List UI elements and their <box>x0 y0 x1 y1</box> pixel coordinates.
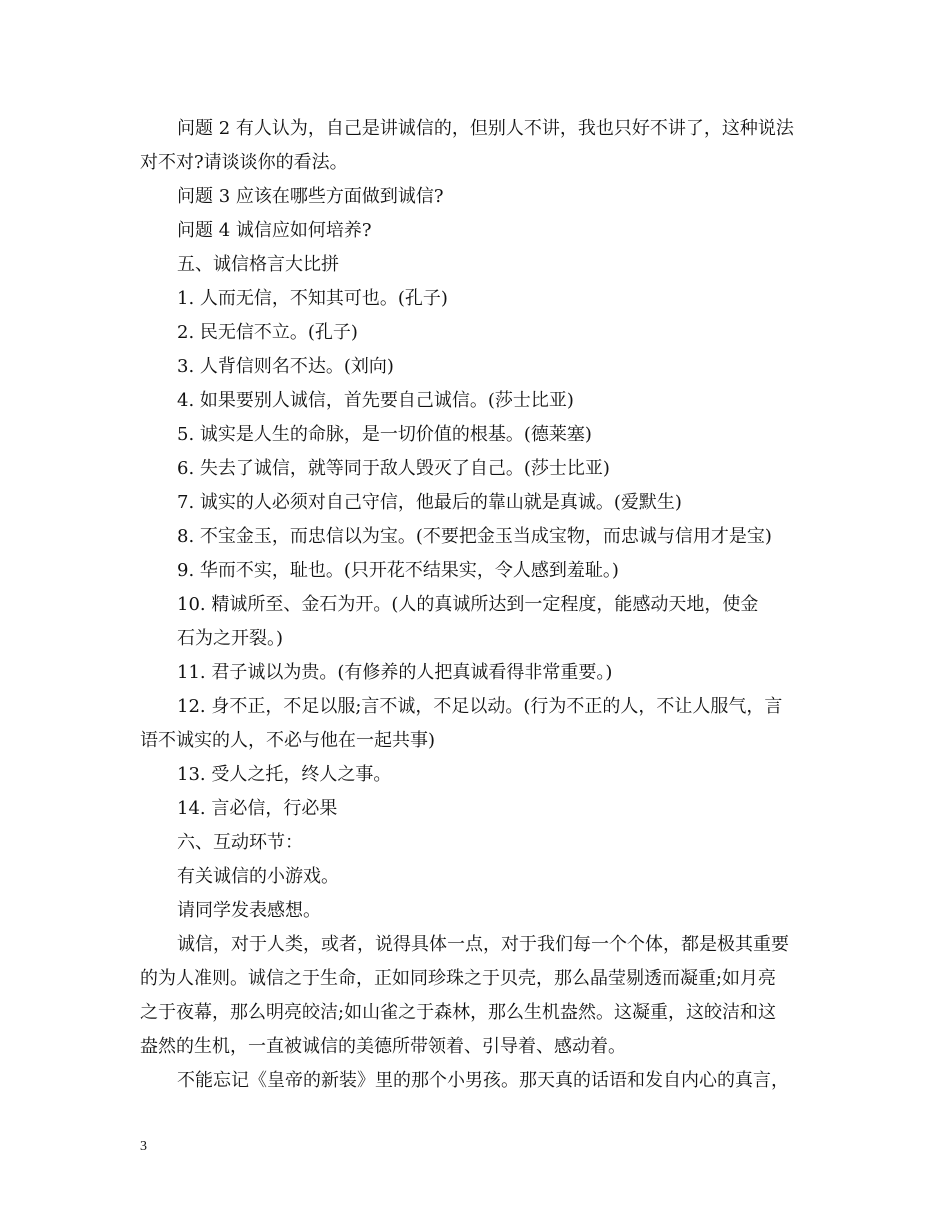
paragraph-line: 盎然的生机，一直被诚信的美德所带领着、引导着、感动着。 <box>140 1036 626 1057</box>
paragraph-line: 问题 2 有人认为，自己是讲诚信的，但别人不讲，我也只好不讲了，这种说法 <box>177 118 794 139</box>
list-item-continuation: 语不诚实的人，不必与他在一起共事) <box>140 730 436 751</box>
paragraph-line: 请同学发表感想。 <box>177 900 321 921</box>
paragraph-line: 有关诚信的小游戏。 <box>177 866 339 887</box>
section-heading: 六、互动环节： <box>177 832 303 853</box>
list-item: 10. 精诚所至、金石为开。(人的真诚所达到一定程度，能感动天地，使金 <box>177 594 759 615</box>
list-item: 5. 诚实是人生的命脉，是一切价值的根基。(德莱塞) <box>177 424 592 445</box>
list-item-continuation: 石为之开裂。) <box>177 628 284 649</box>
page-body <box>140 112 812 1098</box>
paragraph-line: 问题 4 诚信应如何培养? <box>177 220 372 241</box>
list-item: 4. 如果要别人诚信，首先要自己诚信。(莎士比亚) <box>177 390 574 411</box>
list-item: 14. 言必信，行必果 <box>177 798 338 819</box>
list-item: 8. 不宝金玉，而忠信以为宝。(不要把金玉当成宝物，而忠诚与信用才是宝) <box>177 526 772 547</box>
paragraph-line: 的为人准则。诚信之于生命，正如同珍珠之于贝壳，那么晶莹剔透而凝重;如月亮 <box>140 968 777 989</box>
paragraph-line: 不能忘记《皇帝的新装》里的那个小男孩。那天真的话语和发自内心的真言， <box>177 1070 789 1091</box>
list-item: 13. 受人之托，终人之事。 <box>177 764 392 785</box>
list-item: 2. 民无信不立。(孔子) <box>177 322 358 343</box>
paragraph-line: 诚信，对于人类，或者，说得具体一点，对于我们每一个个体，都是极其重要 <box>177 934 789 955</box>
section-heading: 五、诚信格言大比拼 <box>177 254 339 275</box>
list-item: 11. 君子诚以为贵。(有修养的人把真诚看得非常重要。) <box>177 662 613 683</box>
paragraph-line: 对不对?请谈谈你的看法。 <box>140 152 348 173</box>
paragraph-line: 之于夜幕，那么明亮皎洁;如山雀之于森林，那么生机盎然。这凝重，这皎洁和这 <box>140 1002 777 1023</box>
page-number: 3 <box>140 1139 147 1154</box>
list-item: 12. 身不正，不足以服;言不诚，不足以动。(行为不正的人，不让人服气，言 <box>177 696 783 717</box>
list-item: 6. 失去了诚信，就等同于敌人毁灭了自己。(莎士比亚) <box>177 458 610 479</box>
list-item: 9. 华而不实，耻也。(只开花不结果实，令人感到羞耻。) <box>177 560 619 581</box>
list-item: 7. 诚实的人必须对自己守信，他最后的靠山就是真诚。(爱默生) <box>177 492 682 513</box>
paragraph-line: 问题 3 应该在哪些方面做到诚信? <box>177 186 444 207</box>
list-item: 3. 人背信则名不达。(刘向) <box>177 356 394 377</box>
list-item: 1. 人而无信，不知其可也。(孔子) <box>177 288 448 309</box>
